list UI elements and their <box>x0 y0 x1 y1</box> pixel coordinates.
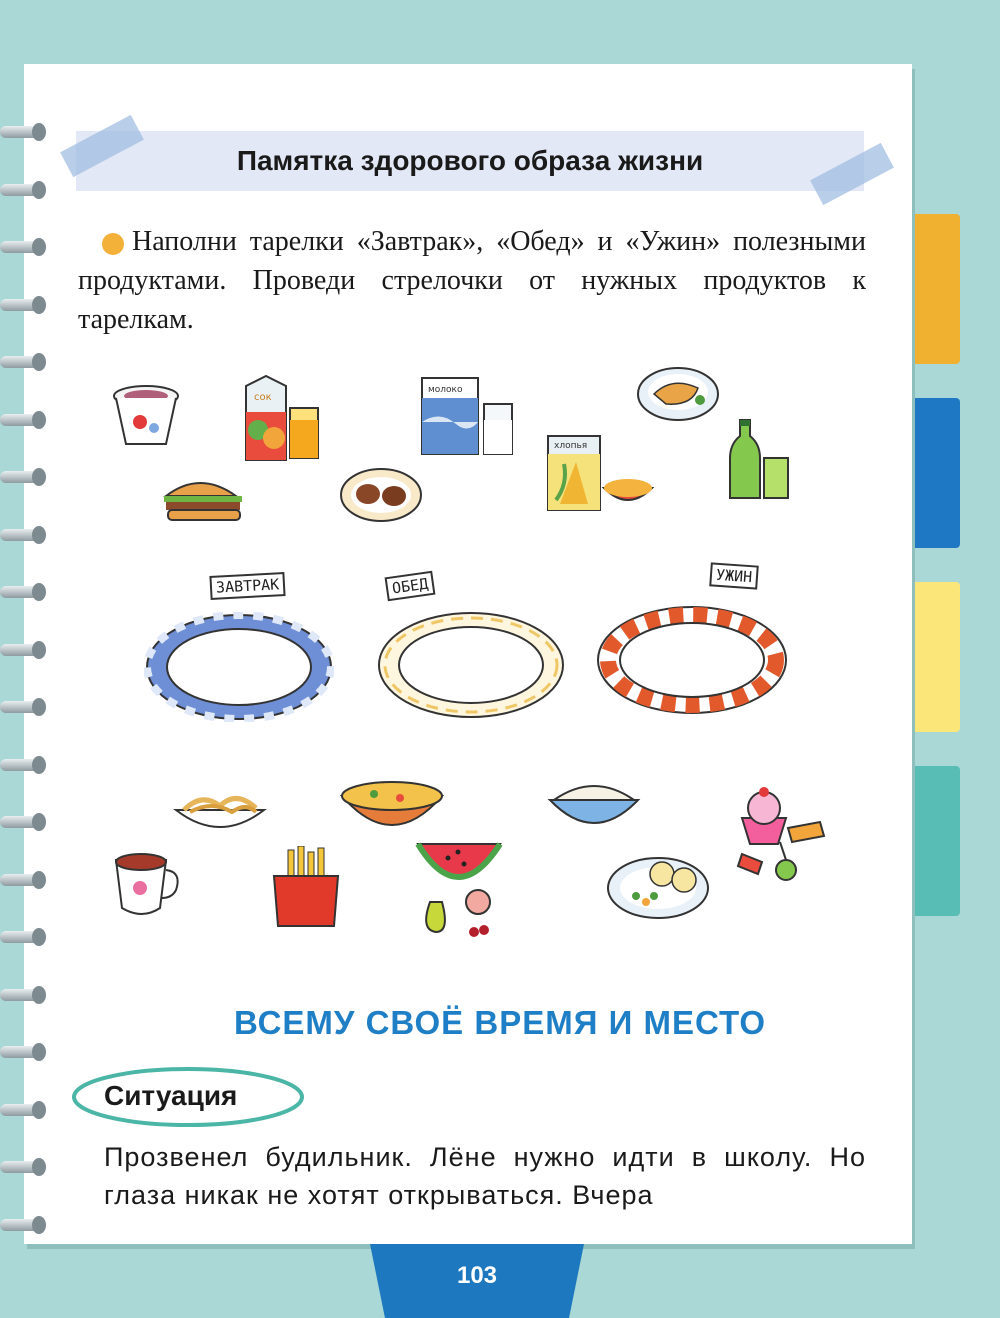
spiral-ring <box>0 989 44 1001</box>
bullet-icon <box>102 233 124 255</box>
cutlets-plate-icon[interactable] <box>338 466 424 524</box>
fries-icon[interactable] <box>270 846 342 928</box>
spiral-ring <box>0 471 44 483</box>
soda-bottle-icon[interactable] <box>724 418 792 502</box>
plate-label-breakfast: ЗАВТРАК <box>209 572 285 600</box>
juice-box-icon[interactable] <box>240 372 324 464</box>
plate-dinner[interactable] <box>594 604 790 716</box>
spiral-ring <box>0 1104 44 1116</box>
cereal-box-icon[interactable] <box>546 434 658 514</box>
page-number: 103 <box>456 1262 498 1289</box>
spiral-ring <box>0 356 44 368</box>
tea-cup-icon[interactable] <box>112 850 184 924</box>
burger-icon[interactable] <box>160 474 246 524</box>
spiral-ring <box>0 126 44 138</box>
spiral-ring <box>0 586 44 598</box>
plate-label-lunch: ОБЕД <box>385 571 436 601</box>
soup-bowl-icon[interactable] <box>338 778 446 834</box>
spiral-ring <box>0 816 44 828</box>
chicken-plate-icon[interactable] <box>636 366 720 422</box>
spiral-ring <box>0 759 44 771</box>
milk-box-icon[interactable] <box>420 374 516 458</box>
spiral-ring <box>0 874 44 886</box>
tab-yellow[interactable] <box>914 582 960 732</box>
cereal-label: хлопья <box>554 441 588 451</box>
vegetables-plate-icon[interactable] <box>606 854 710 922</box>
spiral-ring <box>0 1161 44 1173</box>
task-text <box>78 222 866 339</box>
spiral-ring <box>0 414 44 426</box>
tab-teal[interactable] <box>914 766 960 916</box>
porridge-bowl-icon[interactable] <box>546 776 642 834</box>
page-title: Памятка здорового образа жизни <box>236 145 704 176</box>
section-title: ВСЕМУ СВОЁ ВРЕМЯ И МЕСТО <box>234 1004 766 1041</box>
spiral-ring <box>0 241 44 253</box>
plate-breakfast[interactable] <box>144 612 334 722</box>
juice-label: сок <box>254 392 272 403</box>
spiral-ring <box>0 644 44 656</box>
pasta-icon[interactable] <box>172 786 268 836</box>
plate-lunch[interactable] <box>376 610 566 720</box>
tab-blue[interactable] <box>914 398 960 548</box>
task-body: Наполни тарелки «Завтрак», «Обед» и «Ужин» полезными продуктами. Проведи стрелочки от нужных продуктов к тарелкам. <box>78 226 866 335</box>
story-text: Прозвенел будильник. Лёне нужно идти в школу. Но глаза никак не хотят открываться. Вчера <box>104 1142 866 1210</box>
spiral-ring <box>0 184 44 196</box>
sweets-icon[interactable] <box>728 778 832 884</box>
spiral-ring <box>0 529 44 541</box>
tab-orange[interactable] <box>914 214 960 364</box>
spiral-ring <box>0 701 44 713</box>
milk-label: молоко <box>428 385 463 395</box>
watermelon-fruit-icon[interactable] <box>414 836 504 938</box>
yogurt-icon[interactable] <box>110 382 182 450</box>
spiral-ring <box>0 931 44 943</box>
plate-label-dinner: УЖИН <box>709 562 759 589</box>
situation-label: Ситуация <box>104 1080 238 1111</box>
spiral-ring <box>0 299 44 311</box>
spiral-ring <box>0 1219 44 1231</box>
spiral-ring <box>0 1046 44 1058</box>
